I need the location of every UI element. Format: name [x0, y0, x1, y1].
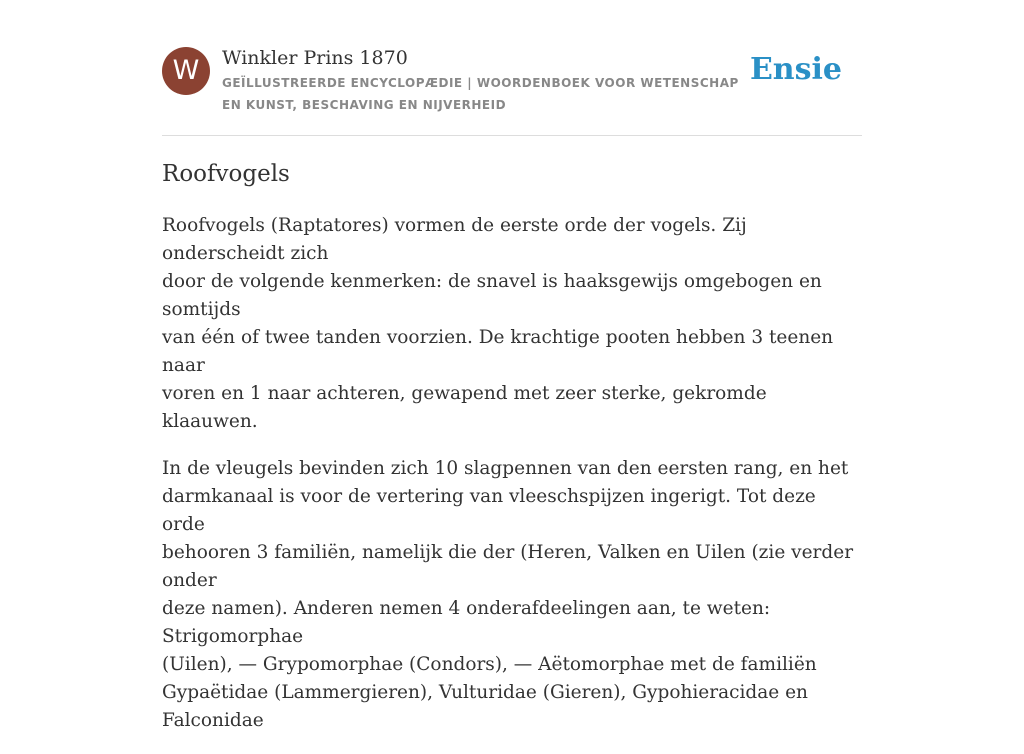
article-body	[162, 212, 862, 754]
source-avatar[interactable]: W	[162, 47, 210, 95]
article-paragraph: Roofvogels (Raptatores) vormen de eerste orde der vogels. Zij onderscheidt zich door de volgende kenmerken: de snavel is haaksgewijs omgebogen en somtijds van één of twee tanden voorzien. De krachtige pooten hebben 3 teenen naar voren en 1 naar achteren, gewapend met zeer sterke, gekromde klaauwen.	[162, 215, 834, 432]
article-paragraph: In de vleugels bevinden zich 10 slagpennen van den eersten rang, en het darmkanaal is voor de vertering van vleeschspijzen ingerigt. Tot deze orde behooren 3 familiën, namelijk die der (Heren, Valken en Uilen (zie verder onder deze namen). Anderen nemen 4 onderafdeelingen aan, te weten: Strigomorphae (Uilen), — Grypomorphae (Condors), — Aëtomorphae met de familiën Gypaëtidae (Lammergieren), Vulturidae (Gieren), Gypohieracidae en Falconidae	[162, 458, 854, 731]
source-title[interactable]: Winkler Prins 1870	[222, 47, 408, 69]
source-subtitle: GEÏLLUSTREERDE ENCYCLOPÆDIE | WOORDENBOEK VOOR WETENSCHAP EN KUNST, BESCHAVING EN NIJVERHEID	[222, 76, 739, 112]
source-header	[162, 40, 862, 136]
article-title: Roofvogels	[162, 161, 290, 187]
ensie-logo[interactable]: Ensie	[749, 52, 842, 87]
